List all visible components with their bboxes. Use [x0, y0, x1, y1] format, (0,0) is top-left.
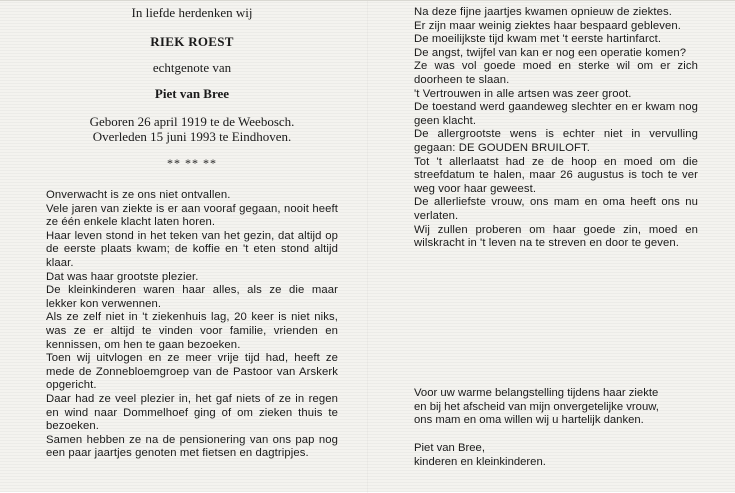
thanks-line: en bij het afscheid van mijn onvergetelijke vrouw,: [414, 400, 659, 413]
paragraph: De toestand werd gaandeweg slechter en er kwam nog geen klacht.: [414, 101, 698, 127]
paragraph: Ze was vol goede moed en sterke wil om er zich doorheen te slaan.: [414, 60, 698, 86]
paragraph: De moeilijkste tijd kwam met 't eerste hartinfarct.: [414, 33, 662, 46]
paragraph: Onverwacht is ze ons niet ontvallen.: [46, 189, 231, 201]
signature-block: [414, 442, 694, 469]
signature-name: Piet van Bree,: [414, 442, 485, 454]
paragraph: Wij zullen proberen om haar goede zin, moed en wilskracht in 't leven na te streven en door te geven.: [414, 223, 698, 250]
paragraph: Vele jaren van ziekte is er aan vooraf gegaan, nooit heeft ze één enkele klacht laten horen.: [46, 202, 338, 229]
separator-stars: ** ** **: [167, 156, 217, 170]
card-fold: [367, 1, 368, 493]
death-line: Overleden 15 juni 1993 te Eindhoven.: [92, 129, 292, 144]
paragraph: De kleinkinderen waren haar alles, als ze die maar lekker kon verwennen.: [46, 284, 338, 310]
paragraph: Dat was haar grootste plezier.: [46, 270, 199, 283]
thanks-note: [414, 387, 714, 428]
paragraph: 't Vertrouwen in alle artsen was zeer groot.: [414, 87, 632, 100]
paragraph: Als ze zelf niet in 't ziekenhuis lag, 20 keer is niet niks, was ze er altijd te vinden voor familie, vrienden en kennissen, om hen te gaan bezoeken.: [46, 311, 338, 351]
paragraph: Na deze fijne jaartjes kwamen opnieuw de ziektes.: [414, 6, 672, 18]
paragraph: Daar had ze veel plezier in, het gaf niets of ze in regen en wind naar Dommelhoef ging of om zieken thuis te bezoeken.: [46, 392, 338, 433]
intro-line: In liefde herdenken wij: [131, 5, 253, 20]
paragraph: De angst, twijfel van kan er nog een operatie komen?: [414, 46, 687, 59]
paragraph: De allergrootste wens is echter niet in vervulling gegaan: DE GOUDEN BRUILOFT.: [414, 128, 698, 154]
deceased-name: RIEK ROEST: [150, 34, 234, 49]
paragraph: Haar leven stond in het teken van het gezin, dat altijd op de eerste plaats kwam; de koffie en 't eten stond altijd klaar.: [46, 229, 338, 269]
paragraph: Samen hebben ze na de pensionering van ons pap nog een paar jaartjes genoten met fietsen en dagtripjes.: [46, 433, 338, 460]
signature-family: kinderen en kleinkinderen.: [414, 455, 546, 468]
paragraph: Er zijn maar weinig ziektes haar bespaard gebleven.: [414, 19, 681, 32]
paragraph: De allerliefste vrouw, ons mam en oma heeft ons nu verlaten.: [414, 196, 698, 222]
paragraph: Toen wij uitvlogen en ze meer vrije tijd had, heeft ze mede de Zonnebloemgroep van de Pastoor van Arskerk opgericht.: [46, 352, 338, 392]
spouse-label: echtgenote van: [152, 60, 232, 75]
birth-line: Geboren 26 april 1919 te de Weebosch.: [89, 114, 295, 129]
left-page: [46, 1, 338, 461]
memorial-header: [46, 1, 338, 171]
left-body: [46, 189, 338, 461]
right-page-body: [414, 6, 698, 251]
spouse-name: Piet van Bree: [154, 86, 230, 101]
thanks-line: Voor uw warme belangstelling tijdens haar ziekte: [414, 387, 659, 399]
paragraph: Tot 't allerlaatst had ze de hoop en moed om die streefdatum te halen, maar 26 augustus is toch te ver weg voor haar geweest.: [414, 155, 698, 195]
thanks-line: ons mam en oma willen wij u hartelijk danken.: [414, 414, 644, 427]
